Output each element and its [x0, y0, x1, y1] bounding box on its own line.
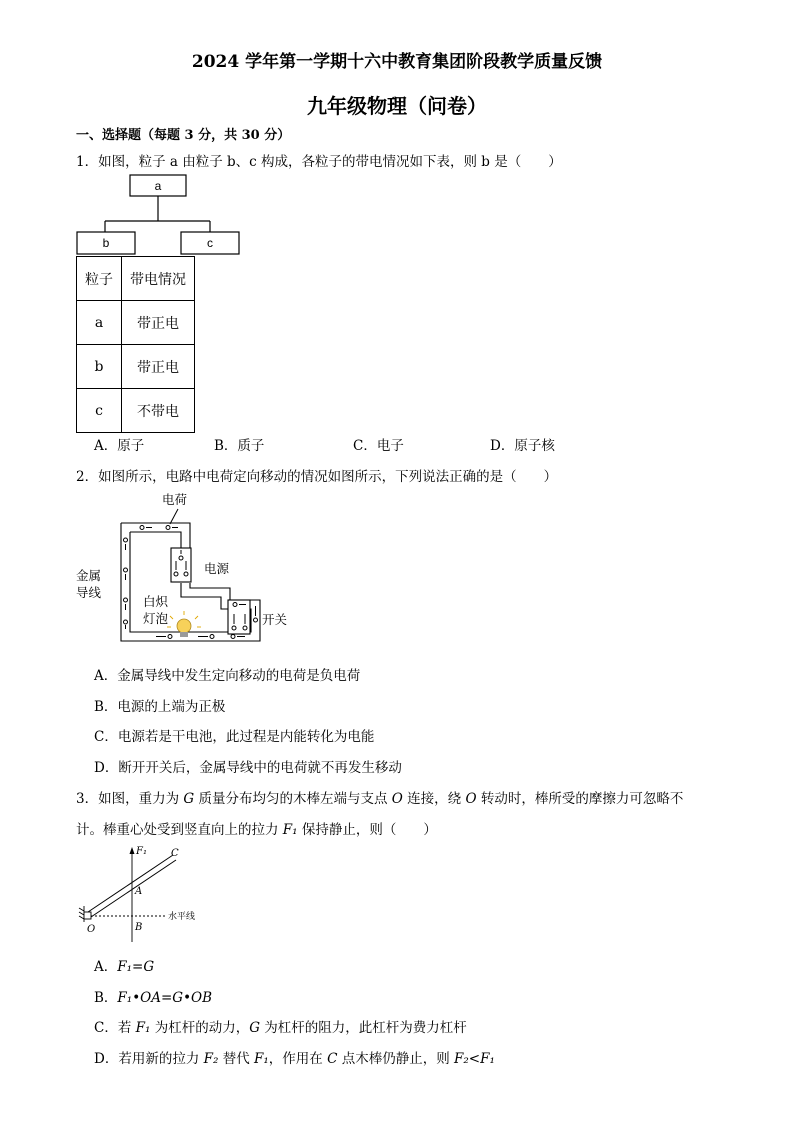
label-bulb-2: 灯泡 [143, 611, 169, 626]
q1-option-b: B．质子 [214, 438, 265, 454]
q1-option-c: C．电子 [353, 438, 404, 454]
tree-label-c: c [207, 236, 213, 250]
table-row [77, 345, 195, 389]
q1-option-a: A．原子 [94, 438, 145, 454]
q3-stem-line1: 3．如图，重力为 G 质量分布均匀的木棒左端与支点 O 连接，绕 O 转动时，棒所受的摩擦力可忽略不 [76, 791, 684, 807]
label-c: C [171, 848, 179, 859]
exam-header: 2024 学年第一学期十六中教育集团阶段教学质量反馈 [191, 52, 603, 72]
table-cell: 不带电 [122, 389, 195, 433]
label-bulb-1: 白炽 [143, 594, 169, 609]
label-wire-2: 导线 [76, 585, 102, 600]
label-horizontal: 水平线 [168, 912, 196, 922]
q1-particle-tree [70, 170, 250, 260]
label-a: A [135, 886, 143, 897]
table-header: 粒子 [77, 257, 122, 301]
q2-option-b: B．电源的上端为正极 [94, 699, 226, 715]
q3-option-c: C．若 F₁ 为杠杆的动力，G 为杠杆的阻力，此杠杆为费力杠杆 [94, 1020, 467, 1036]
section-title: 一、选择题（每题 3 分，共 30 分） [76, 128, 291, 143]
tree-label-b: b [102, 236, 110, 250]
q3-option-a: A．F₁=G [94, 959, 155, 975]
table-cell: a [77, 301, 122, 345]
table-cell: 带正电 [122, 345, 195, 389]
label-source: 电源 [204, 561, 230, 576]
bulb-icon [167, 611, 201, 637]
table-cell: c [77, 389, 122, 433]
label-charge: 电荷 [162, 492, 188, 507]
q1-stem: 1．如图，粒子 a 由粒子 b、c 构成，各粒子的带电情况如下表，则 b 是（ ） [76, 154, 562, 170]
q1-option-d: D．原子核 [490, 438, 555, 454]
wall-icon [79, 906, 84, 922]
table-row [77, 301, 195, 345]
q3-option-d: D．若用新的拉力 F₂ 替代 F₁，作用在 C 点木棒仍静止，则 F₂<F₁ [94, 1051, 495, 1067]
q3-option-b: B．F₁•OA=G•OB [94, 990, 213, 1006]
q2-option-a: A．金属导线中发生定向移动的电荷是负电荷 [94, 668, 361, 684]
q2-option-d: D．断开开关后，金属导线中的电荷就不再发生移动 [94, 760, 402, 776]
tree-label-a: a [154, 179, 162, 193]
label-b: B [135, 922, 143, 933]
exam-title: 九年级物理（问卷） [307, 94, 487, 118]
label-wire-1: 金属 [76, 568, 102, 583]
label-o: O [87, 924, 96, 935]
q3-lever-figure [74, 842, 224, 942]
q2-option-c: C．电源若是干电池，此过程是内能转化为电能 [94, 729, 375, 745]
label-switch: 开关 [262, 612, 288, 627]
pivot-icon [84, 912, 91, 919]
table-row [77, 389, 195, 433]
label-f1: F₁ [136, 846, 147, 857]
q2-circuit-figure [70, 488, 300, 653]
q3-stem-line2: 计。棒重心处受到竖直向上的拉力 F₁ 保持静止，则（ ） [76, 822, 437, 838]
table-cell: b [77, 345, 122, 389]
q2-stem: 2．如图所示，电路中电荷定向移动的情况如图所示，下列说法正确的是（ ） [76, 469, 558, 485]
arrow-up-icon [130, 847, 135, 854]
q1-charge-table [76, 256, 195, 433]
table-header: 带电情况 [122, 257, 195, 301]
table-cell: 带正电 [122, 301, 195, 345]
